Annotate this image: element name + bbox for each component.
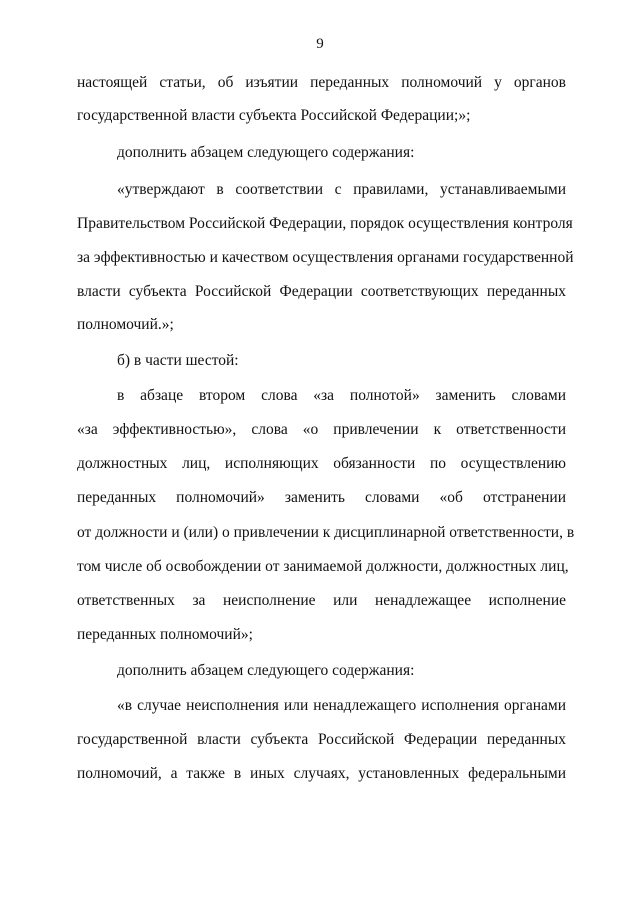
text-line: переданных полномочий»; [77,626,253,643]
text-line: дополнить абзацем следующего содержания: [117,144,415,161]
text-line: полномочий, а также в иных случаях, установленных федеральными [77,765,566,782]
text-line: дополнить абзацем следующего содержания: [117,662,415,679]
text-line: должностных лиц, исполняющих обязанности по осуществлению [77,455,566,472]
page-number: 9 [316,36,324,52]
text-line: Правительством Российской Федерации, порядок осуществления контроля [77,215,573,232]
text-line: государственной власти субъекта Российской Федерации переданных [77,731,566,748]
text-line: «за эффективностью», слова «о привлечении к ответственности [77,421,566,438]
text-line: от должности и (или) о привлечении к дисциплинарной ответственности, в [77,524,575,541]
text-line: «в случае неисполнения или ненадлежащего исполнения органами [117,697,566,714]
text-line: власти субъекта Российской Федерации соответствующих переданных [77,283,566,300]
text-line: за эффективностью и качеством осуществления органами государственной [77,249,574,266]
text-line: государственной власти субъекта Российской Федерации;»; [77,107,471,124]
text-line: переданных полномочий» заменить словами «об отстранении [77,489,566,506]
text-line: том числе об освобождении от занимаемой должности, должностных лиц, [77,558,569,575]
text-line: настоящей статьи, об изъятии переданных полномочий у органов [77,74,566,91]
text-line: полномочий.»; [77,316,174,333]
text-line: в абзаце втором слова «за полнотой» заменить словами [117,387,566,404]
text-line: ответственных за неисполнение или ненадлежащее исполнение [77,592,566,609]
text-line: «утверждают в соответствии с правилами, устанавливаемыми [117,181,566,198]
text-line: б) в части шестой: [117,352,239,369]
